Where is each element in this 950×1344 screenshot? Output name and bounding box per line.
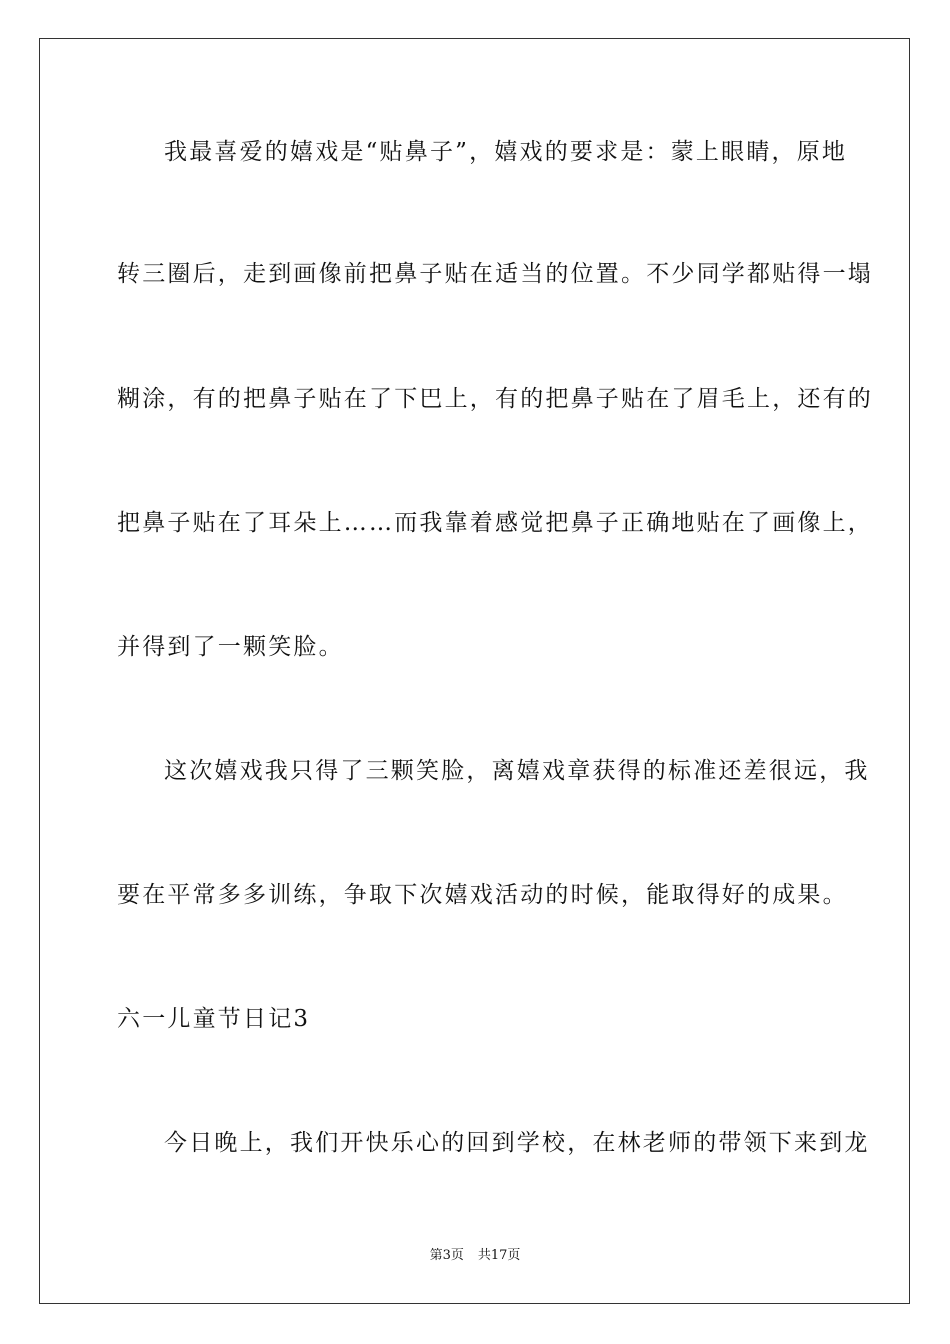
paragraph-line-8: 今日晚上，我们开快乐心的回到学校，在林老师的带领下来到龙 <box>164 1130 870 1156</box>
paragraph-line-4: 把鼻子贴在了耳朵上……而我靠着感觉把鼻子正确地贴在了画像上， <box>117 510 873 536</box>
section-heading: 六一儿童节日记3 <box>117 1006 311 1032</box>
page-number-current: 第3页 <box>429 1248 464 1263</box>
page-number-total: 共17页 <box>477 1248 521 1263</box>
paragraph-line-5: 并得到了一颗笑脸。 <box>117 634 344 660</box>
paragraph-line-6: 这次嬉戏我只得了三颗笑脸，离嬉戏章获得的标准还差很远，我 <box>164 758 870 784</box>
paragraph-line-3: 糊涂，有的把鼻子贴在了下巴上，有的把鼻子贴在了眉毛上，还有的 <box>117 386 873 412</box>
page-footer <box>0 1247 950 1265</box>
paragraph-line-1: 我最喜爱的嬉戏是“贴鼻子”，嬉戏的要求是：蒙上眼睛，原地 <box>164 139 848 165</box>
page-border <box>39 38 910 1304</box>
paragraph-line-7: 要在平常多多训练，争取下次嬉戏活动的时候，能取得好的成果。 <box>117 882 848 908</box>
paragraph-line-2: 转三圈后，走到画像前把鼻子贴在适当的位置。不少同学都贴得一塌 <box>117 261 873 287</box>
